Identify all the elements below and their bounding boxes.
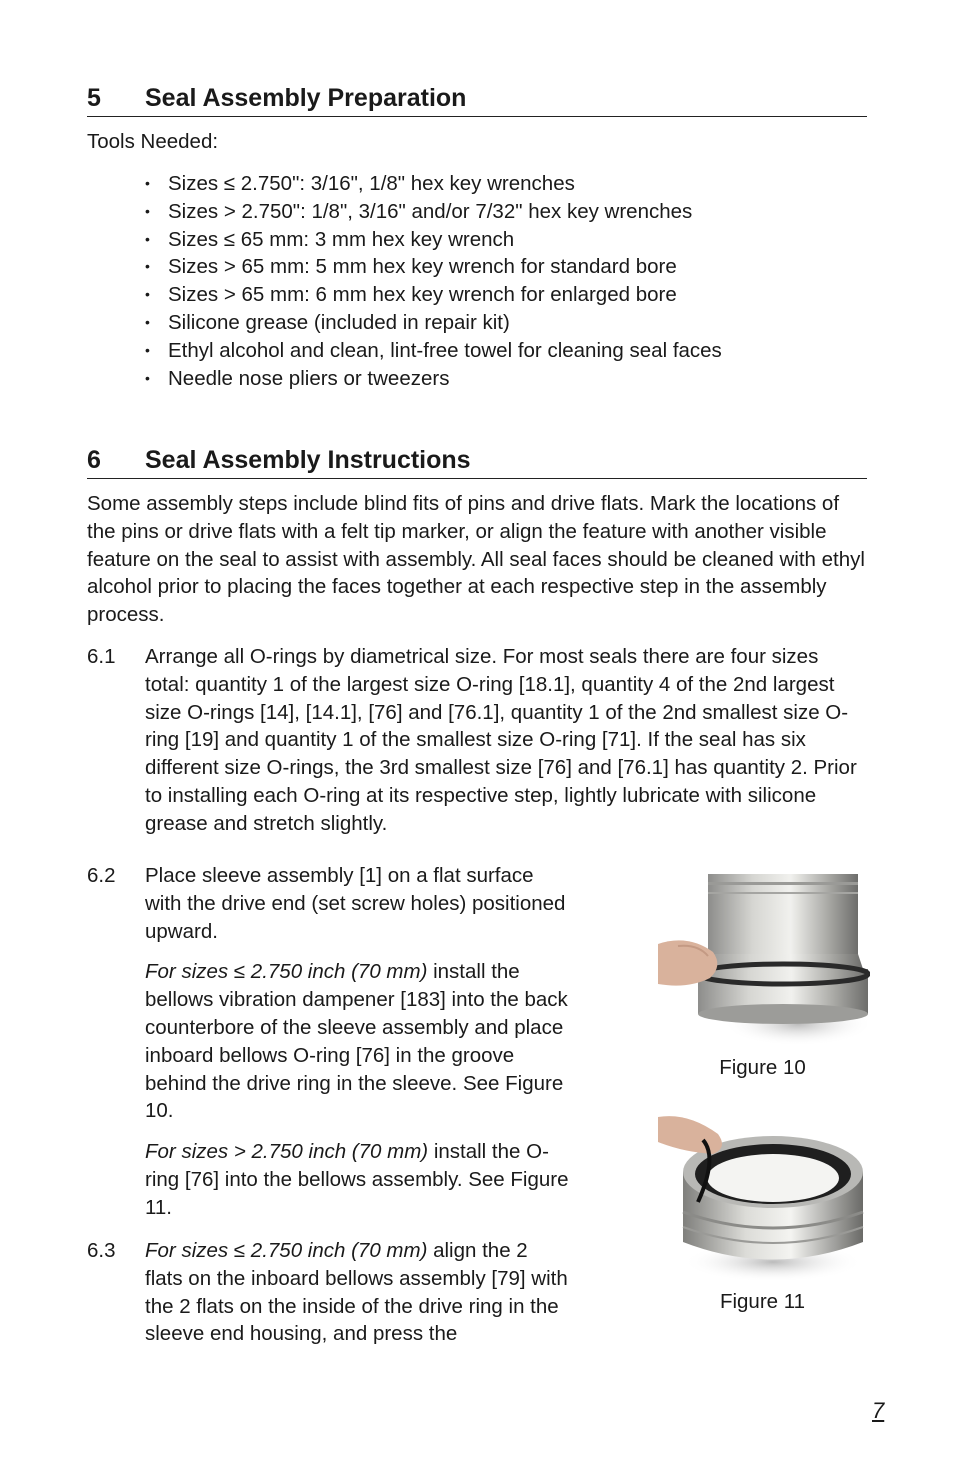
section-6-heading — [87, 445, 867, 479]
section-5-title: Seal Assembly Preparation — [145, 84, 467, 112]
sleeve-assembly-illustration — [658, 874, 870, 1044]
step-6-3-qualifier: For sizes ≤ 2.750 inch (70 mm) — [145, 1239, 428, 1262]
tool-item: • Silicone grease (included in repair kit) — [145, 309, 722, 337]
step-6-2-body — [145, 862, 570, 1235]
bellows-o-ring-illustration — [658, 1112, 870, 1284]
figure-11-photo — [658, 1112, 870, 1284]
step-6-3-body — [145, 1237, 570, 1361]
figure-11-caption: Figure 11 — [719, 1290, 806, 1313]
step-6-2-number: 6.2 — [87, 864, 116, 887]
tool-item: • Sizes > 2.750": 1/8", 3/16" and/or 7/32" hex key wrenches — [145, 198, 722, 226]
step-6-3-text — [145, 1237, 570, 1348]
figure-10-photo — [658, 874, 870, 1044]
small-sizes-qualifier: For sizes ≤ 2.750 inch (70 mm) — [145, 960, 428, 984]
tool-item: • Sizes > 65 mm: 5 mm hex key wrench for standard bore — [145, 253, 722, 281]
section-5-heading — [87, 83, 867, 117]
step-6-3-rest: align the 2 flats on the inboard bellows assembly [79] with the 2 flats on the inside of the drive ring in the sleeve end housing, and press the — [145, 1239, 568, 1346]
figure-10-caption: Figure 10 — [719, 1056, 806, 1079]
step-6-3-number: 6.3 — [87, 1239, 116, 1262]
tool-item: • Needle nose pliers or tweezers — [145, 365, 722, 393]
step-6-2-large-sizes — [145, 1138, 570, 1221]
tools-needed-label: Tools Needed: — [87, 130, 219, 153]
step-6-2-text: Place sleeve assembly [1] on a flat surface with the drive end (set screw holes) positioned upward. — [145, 864, 566, 943]
section-6-intro: Some assembly steps include blind fits of pins and drive flats. Mark the locations of the pins or drive flats with a felt tip marker, or align the feature with another visible feature on the seal to assist with assembly. All seal faces should be cleaned with ethyl alcohol prior to placing the faces together at each respective step in the assembly process. — [87, 492, 865, 627]
tool-item: • Ethyl alcohol and clean, lint-free towel for cleaning seal faces — [145, 337, 722, 365]
large-sizes-qualifier: For sizes > 2.750 inch (70 mm) — [145, 1140, 429, 1164]
section-6-title: Seal Assembly Instructions — [145, 446, 471, 474]
section-6-number: 6 — [87, 446, 101, 474]
tool-item: • Sizes ≤ 65 mm: 3 mm hex key wrench — [145, 226, 722, 254]
section-5-number: 5 — [87, 84, 101, 112]
tool-item: • Sizes > 65 mm: 6 mm hex key wrench for enlarged bore — [145, 281, 722, 309]
tools-list — [145, 170, 722, 392]
tool-item: • Sizes ≤ 2.750": 3/16", 1/8" hex key wrenches — [145, 170, 722, 198]
page-number: 7 — [872, 1398, 885, 1423]
large-sizes-text: install the O-ring [76] into the bellows assembly. See Figure 11. — [145, 1140, 569, 1219]
step-6-1-text: Arrange all O-rings by diametrical size. For most seals there are four sizes total: quantity 1 of the largest size O-ring [18.1], quantity 4 of the 2nd largest size O-rings [14], [14.1], [76] and [76.1], quantity 1 of the 2nd smallest size O-ring [19] and quantity 1 of the smallest size O-ring [71]. If the seal has six different size O-rings, the 3rd smallest size [76] and [76.1] has quantity 2. Prior to installing each O-ring at its respective step, lightly lubricate with silicone grease and stretch slightly. — [145, 645, 857, 835]
small-sizes-text: install the bellows vibration dampener [183] into the back counterbore of the sleeve assembly and place inboard bellows O-ring [76] in the groove behind the drive ring in the sleeve. See Figure 10. — [145, 960, 568, 1123]
step-6-1-number: 6.1 — [87, 645, 116, 668]
step-6-2-small-sizes — [145, 958, 570, 1125]
